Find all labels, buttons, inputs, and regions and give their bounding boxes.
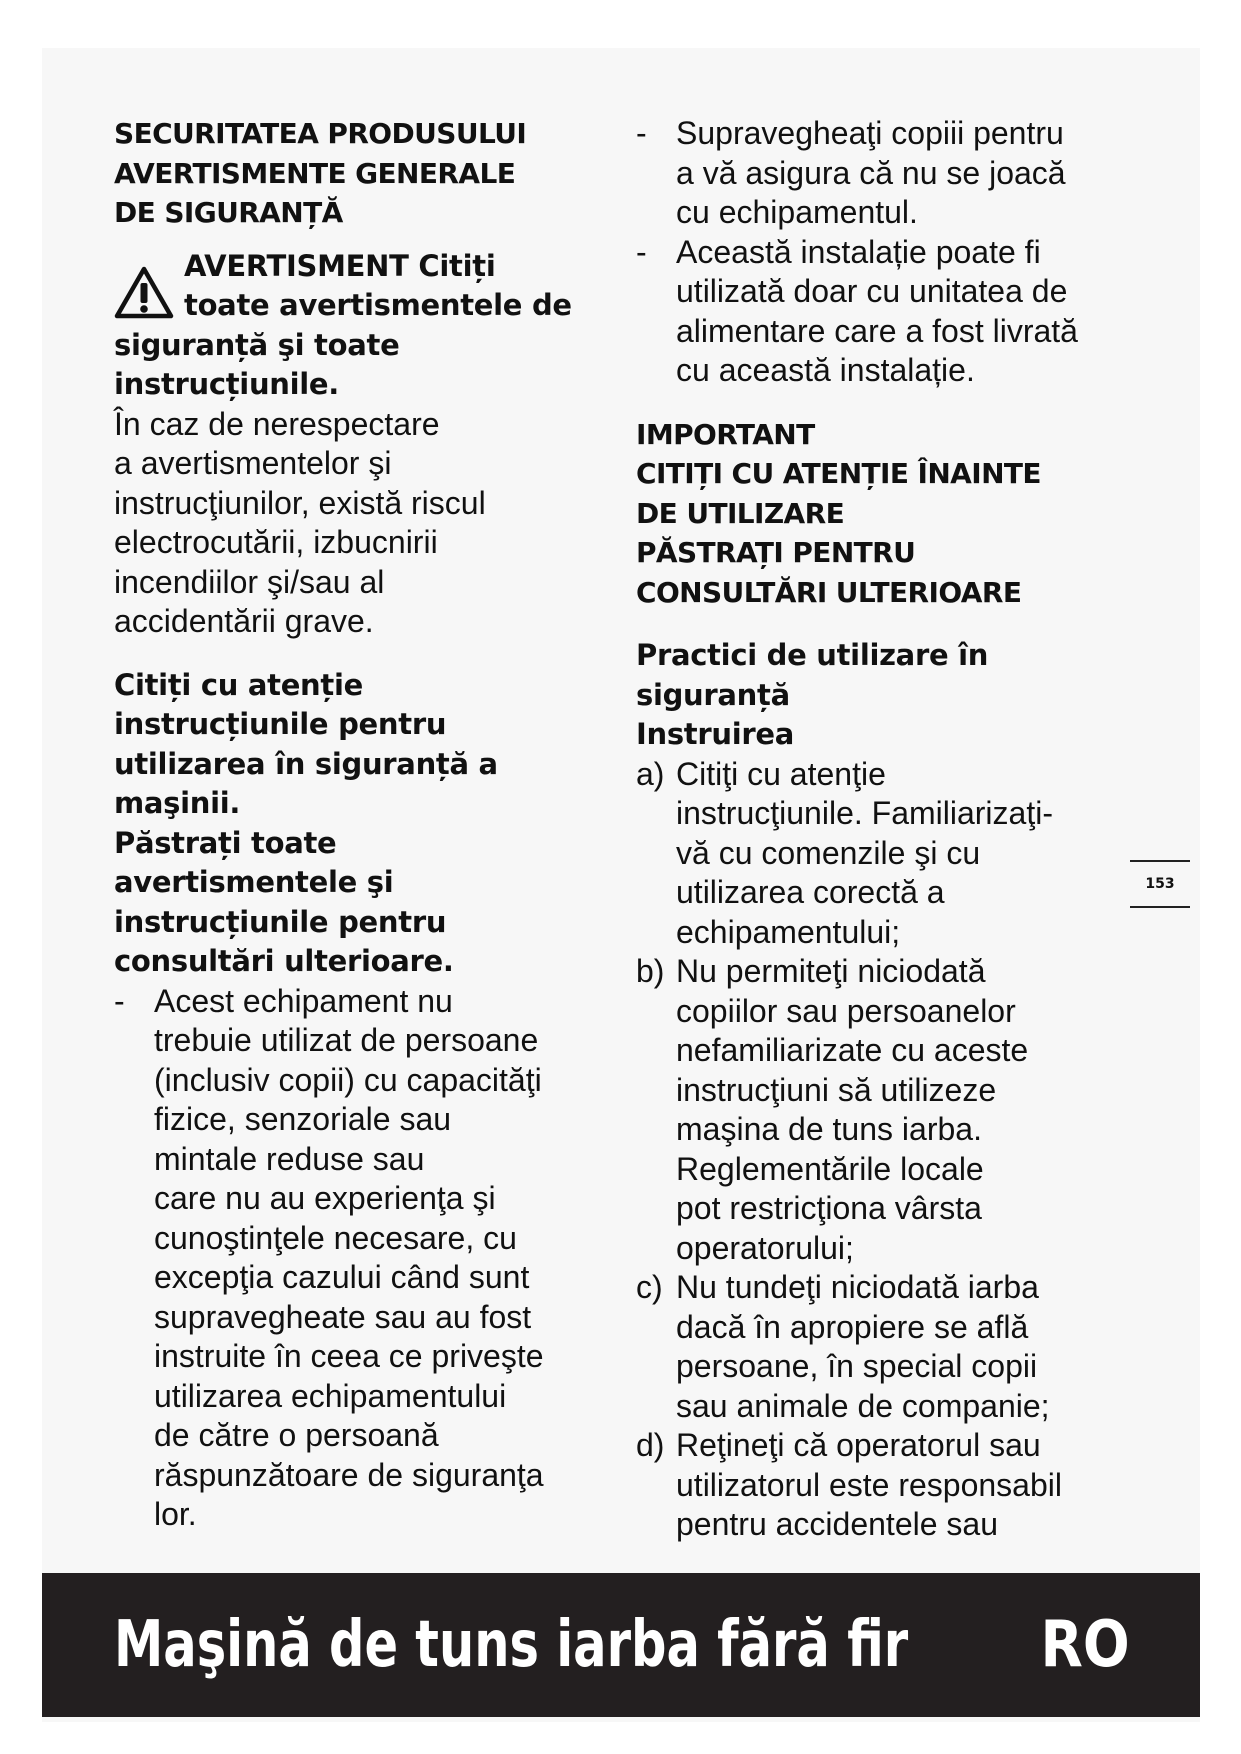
heading-line: SECURITATEA PRODUSULUI bbox=[114, 117, 527, 150]
bold-line: Citiți cu atenție bbox=[114, 667, 363, 702]
warning-block bbox=[114, 247, 614, 405]
left-column bbox=[114, 114, 614, 1535]
list-item bbox=[636, 1426, 1136, 1545]
body-line: accidentării grave. bbox=[114, 603, 374, 639]
list-line: răspunzătoare de siguranţa bbox=[154, 1456, 544, 1493]
list-line: Reglementările locale bbox=[676, 1150, 984, 1187]
body-line: În caz de nerespectare bbox=[114, 405, 440, 442]
read-instructions-bold bbox=[114, 666, 614, 982]
list-line: Nu permiteţi niciodată bbox=[676, 953, 986, 989]
list-line: nefamiliarizate cu aceste bbox=[676, 1032, 1029, 1068]
list-line: fizice, senzoriale sau bbox=[154, 1101, 452, 1137]
heading-line: Practici de utilizare în bbox=[636, 638, 989, 672]
heading-line: PĂSTRAȚI PENTRU bbox=[636, 536, 916, 569]
list-line: Nu tundeţi niciodată iarba bbox=[676, 1269, 1039, 1305]
warning-line: instrucțiunile. bbox=[114, 367, 340, 401]
list-line: operatorului; bbox=[676, 1229, 854, 1266]
list-line: supravegheate sau au fost bbox=[154, 1298, 532, 1335]
warning-line: siguranță şi toate bbox=[114, 327, 400, 362]
warning-body bbox=[114, 405, 614, 642]
list-line: cu echipamentul. bbox=[676, 194, 918, 230]
bold-line: Păstrați toate bbox=[114, 825, 337, 860]
list-line: utilizarea echipamentului bbox=[154, 1377, 507, 1414]
list-line: a vă asigura că nu se joacă bbox=[676, 154, 1066, 191]
warning-line: AVERTISMENT Citiți bbox=[184, 248, 496, 283]
list-item bbox=[636, 952, 1136, 1268]
list-line: utilizatorul este responsabil bbox=[676, 1466, 1062, 1503]
list-line: pot restricţiona vârsta bbox=[676, 1190, 982, 1226]
list-line: trebuie utilizat de persoane bbox=[154, 1022, 539, 1058]
list-line: dacă în apropiere se află bbox=[676, 1308, 1029, 1345]
bold-line: consultări ulterioare. bbox=[114, 944, 454, 978]
right-column bbox=[636, 114, 1136, 1545]
list-line: de către o persoană bbox=[154, 1417, 439, 1453]
list-line: sau animale de companie; bbox=[676, 1387, 1050, 1424]
list-line: alimentare care a fost livrată bbox=[676, 312, 1078, 349]
list-line: instrucţiuni să utilizeze bbox=[676, 1071, 997, 1108]
bold-line: instrucțiunile pentru bbox=[114, 904, 447, 939]
language-code: RO bbox=[1040, 1608, 1130, 1682]
heading-line: siguranță bbox=[636, 677, 790, 712]
list-line: instruite în ceea ce priveşte bbox=[154, 1338, 544, 1374]
list-line: persoane, în special copii bbox=[676, 1348, 1038, 1384]
list-line: lor. bbox=[154, 1496, 197, 1532]
warning-line: toate avertismentele de bbox=[184, 288, 572, 322]
list-line: utilizată doar cu unitatea de bbox=[676, 273, 1068, 309]
list-line: Supravegheaţi copiii pentru bbox=[676, 115, 1064, 151]
safety-heading bbox=[114, 114, 614, 233]
list-line: pentru accidentele sau bbox=[676, 1506, 998, 1542]
footer-title: Maşină de tuns iarba fără fir bbox=[114, 1608, 909, 1682]
dash-marker: - bbox=[636, 233, 647, 270]
heading-line: IMPORTANT bbox=[636, 417, 815, 451]
warning-triangle-icon bbox=[114, 265, 174, 321]
list-item bbox=[636, 755, 1136, 953]
list-line: maşina de tuns iarba. bbox=[676, 1111, 982, 1147]
body-line: a avertismentelor şi bbox=[114, 445, 392, 481]
dash-marker: - bbox=[636, 115, 647, 151]
body-line: electrocutării, izbucnirii bbox=[114, 524, 438, 560]
bold-line: avertismentele şi bbox=[114, 865, 394, 899]
bold-line: utilizarea în siguranță a bbox=[114, 746, 498, 781]
list-item bbox=[636, 233, 1136, 391]
body-line: instrucţiunilor, există riscul bbox=[114, 484, 486, 521]
footer-banner bbox=[42, 1573, 1200, 1717]
list-line: excepţia cazului când sunt bbox=[154, 1259, 530, 1295]
list-marker: c) bbox=[636, 1269, 663, 1305]
list-line: utilizarea corectă a bbox=[676, 874, 945, 910]
list-line: echipamentului; bbox=[676, 913, 901, 950]
manual-page bbox=[42, 48, 1200, 1722]
body-line: incendiilor şi/sau al bbox=[114, 563, 385, 600]
bold-line: instrucțiunile pentru bbox=[114, 707, 447, 741]
bold-line: maşinii. bbox=[114, 786, 241, 820]
page-number: 153 bbox=[1130, 860, 1190, 908]
list-line: cu această instalație. bbox=[676, 352, 975, 388]
heading-line: DE UTILIZARE bbox=[636, 496, 845, 530]
list-line: cunoştinţele necesare, cu bbox=[154, 1219, 517, 1256]
list-line: (inclusiv copii) cu capacităţi bbox=[154, 1061, 542, 1098]
heading-line: CONSULTĂRI ULTERIOARE bbox=[636, 575, 1022, 609]
list-marker: d) bbox=[636, 1427, 665, 1463]
list-line: Acest echipament nu bbox=[154, 982, 453, 1019]
dash-marker: - bbox=[114, 982, 125, 1019]
important-heading bbox=[636, 415, 1136, 613]
heading-line: CITIȚI CU ATENȚIE ÎNAINTE bbox=[636, 457, 1041, 490]
list-line: Reţineţi că operatorul sau bbox=[676, 1427, 1041, 1463]
list-item bbox=[114, 982, 614, 1535]
practici-heading bbox=[636, 636, 1136, 755]
list-line: Citiţi cu atenţie bbox=[676, 755, 886, 792]
list-line: vă cu comenzile şi cu bbox=[676, 834, 981, 871]
heading-line: Instruirea bbox=[636, 717, 794, 751]
list-marker: b) bbox=[636, 953, 665, 989]
heading-line: AVERTISMENTE GENERALE bbox=[114, 156, 516, 190]
list-line: instrucţiunile. Familiarizaţi- bbox=[676, 795, 1053, 831]
heading-line: DE SIGURANȚĂ bbox=[114, 196, 343, 229]
list-line: copiilor sau persoanelor bbox=[676, 992, 1016, 1029]
list-line: mintale reduse sau bbox=[154, 1140, 425, 1177]
list-item bbox=[636, 114, 1136, 233]
list-item bbox=[636, 1268, 1136, 1426]
list-marker: a) bbox=[636, 755, 665, 792]
list-line: care nu au experienţa şi bbox=[154, 1180, 496, 1216]
list-line: Această instalație poate fi bbox=[676, 233, 1041, 270]
